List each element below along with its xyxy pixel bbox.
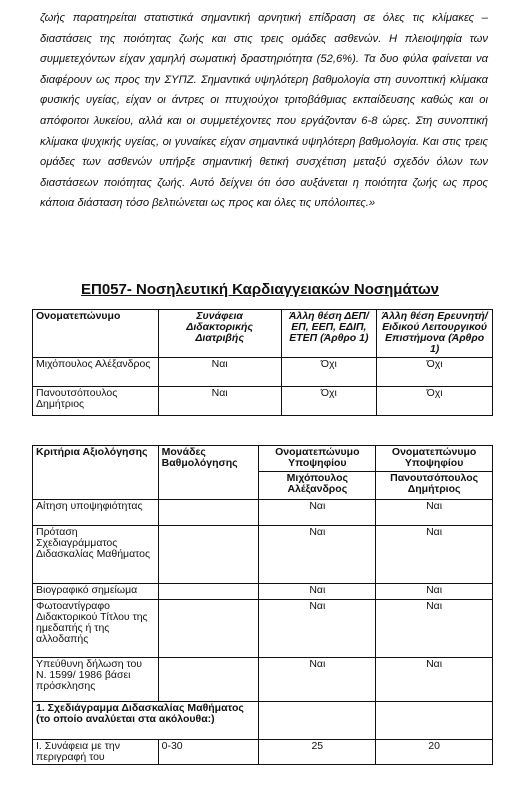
candidate1-value: Ναι (259, 584, 376, 600)
candidate2-value: Ναι (376, 600, 493, 658)
units-value (158, 600, 259, 658)
col-researcher-post-header: Άλλη θέση Ερευνητή/ Ειδικού Λειτουργικού Επιστήμονα (Άρθρο 1) (377, 310, 493, 358)
candidate1-name: Μιχόπουλος Αλέξανδρος (259, 472, 376, 500)
table-row (33, 526, 493, 584)
candidate2-value: Ναι (376, 658, 493, 702)
units-value (158, 500, 259, 526)
units-header: Μονάδες Βαθμολόγησης (158, 446, 259, 500)
body-paragraph: ζωής παρατηρείται στατιστικά σημαντική αρνητική επίδραση σε όλες τις κλίμακες – διαστάσεις της ποιότητας ζωής και στις τρεις ομάδες ασθενών. Η πλειοψηφία των συμμετεχόντων είχαν χαμηλή σωματική δραστηριότητα (52,6%). Τα δυο φύλα φαίνεται να διαφέρουν ως προς την ΣΥΠΖ. Σημαντικά υψηλότερη βαθμολογία στη συνοπτική κλίμακα φυσικής υγείας, είχαν οι άντρες οι πτυχιούχοι τριτοβάθμιας εκπαίδευσης καθώς και οι απόφοιτοι λυκείου, αλλά και οι συμμετέχοντες που εργάζονταν 6-8 ώρες. Στη συνοπτική κλίμακα ψυχικής υγείας, οι γυναίκες είχαν σημαντικά υψηλότερη βαθμολογία. Και στις τρεις ομάδες των ασθενών υπήρξε σημαντική θετική συσχέτιση μεταξύ σχεδόν όλων των διαστάσεων ποιότητας ζωής. Αυτό δείχνει ότι όσο αυξάνεται η ποιότητα ζωής ως προς κάποια διάσταση τόσο βελτιώνεται ως προς και όλες τις υπόλοιπες.» (40, 12, 488, 210)
candidate2-name: Πανουτσόπουλος Δημήτριος (376, 472, 493, 500)
relevance-value: Ναι (158, 358, 281, 387)
table-row (33, 658, 493, 702)
eligibility-table (32, 309, 493, 416)
col-other-post-header: Άλλη θέση ΔΕΠ/ΕΠ, ΕΕΠ, ΕΔΙΠ, ΕΤΕΠ (Άρθρο 1) (281, 310, 377, 358)
criterion-label: Πρόταση Σχεδιαγράμματος Διδασκαλίας Μαθήματος (33, 526, 159, 584)
criterion-label: Φωτοαντίγραφο Διδακτορικού Τίτλου της ημεδαπής ή της αλλοδαπής (33, 600, 159, 658)
criterion-label: I. Συνάφεια με την περιγραφή του (33, 740, 159, 765)
criterion-label: Βιογραφικό σημείωμα (33, 584, 159, 600)
units-value: 0-30 (158, 740, 259, 765)
candidate2-value: Ναι (376, 584, 493, 600)
evaluation-header-row (33, 446, 493, 472)
relevance-value: Ναι (158, 387, 281, 416)
table-row (33, 500, 493, 526)
candidate2-value: Ναι (376, 526, 493, 584)
table-row (33, 387, 493, 416)
candidate1-value: Ναι (259, 658, 376, 702)
table-row (33, 358, 493, 387)
candidate1-value: Ναι (259, 500, 376, 526)
units-value (158, 526, 259, 584)
section-heading: ΕΠ057- Νοσηλευτική Καρδιαγγειακών Νοσημάτων (80, 281, 439, 298)
section-title: 1. Σχεδιάγραμμα Διδασκαλίας Μαθήματος (το οποίο αναλύεται στα ακόλουθα:) (33, 702, 259, 740)
col-relevance-header: Συνάφεια Διδακτορικής Διατριβής (158, 310, 281, 358)
units-value (158, 658, 259, 702)
criterion-label: Αίτηση υποψηφιότητας (33, 500, 159, 526)
table-row (33, 584, 493, 600)
other-post-value: Όχι (281, 387, 377, 416)
candidate1-value: Ναι (259, 526, 376, 584)
candidate-name: Μιχόπουλος Αλέξανδρος (33, 358, 159, 387)
table-row (33, 740, 493, 765)
table-row (33, 600, 493, 658)
candidate1-score: 25 (259, 740, 376, 765)
eligibility-header-row (33, 310, 493, 358)
candidate2-score: 20 (376, 740, 493, 765)
other-post-value: Όχι (281, 358, 377, 387)
candidate-name: Πανουτσόπουλος Δημήτριος (33, 387, 159, 416)
criteria-header: Κριτήρια Αξιολόγησης (33, 446, 159, 500)
criterion-label: Υπεύθυνη δήλωση του Ν. 1599/ 1986 βάσει πρόσκλησης (33, 658, 159, 702)
evaluation-table (32, 445, 493, 765)
col-name-header: Ονοματεπώνυμο (33, 310, 159, 358)
researcher-post-value: Όχι (377, 358, 493, 387)
candidate1-value: Ναι (259, 600, 376, 658)
researcher-post-value: Όχι (377, 387, 493, 416)
candidate2-value: Ναι (376, 500, 493, 526)
candidate-header: Ονοματεπώνυμο Υποψηφίου (259, 446, 376, 472)
units-value (158, 584, 259, 600)
section-row (33, 702, 493, 740)
candidate-header: Ονοματεπώνυμο Υποψηφίου (376, 446, 493, 472)
